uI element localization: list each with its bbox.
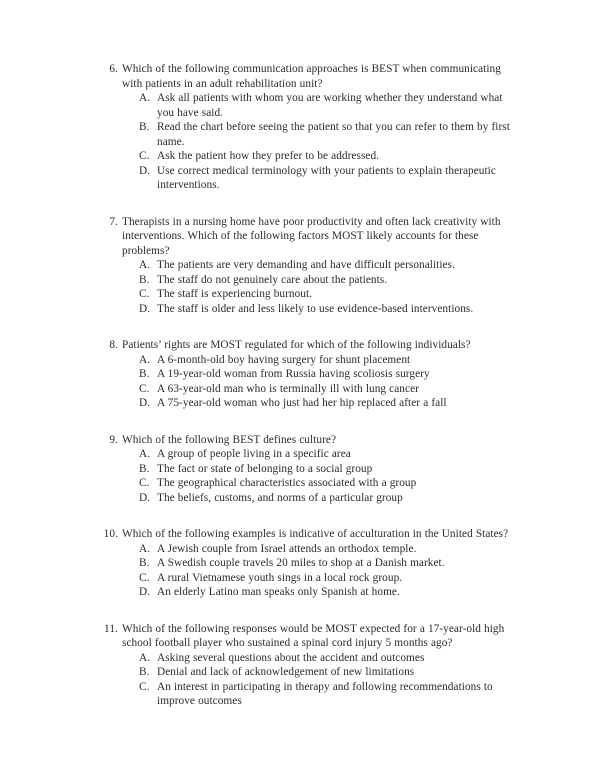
answer-option[interactable] — [0, 556, 600, 571]
answer-option-letter: B. — [139, 557, 150, 569]
answer-option-letter: C. — [139, 477, 150, 489]
answer-option[interactable] — [0, 542, 600, 557]
answer-option-letter: A. — [139, 542, 151, 555]
question-block — [0, 338, 600, 411]
answer-option-text: Denial and lack of acknowledgement of new limitations — [157, 666, 415, 678]
answer-option-list — [0, 447, 600, 505]
answer-option-text: An elderly Latino man speaks only Spanish at home. — [157, 586, 400, 598]
answer-option[interactable] — [0, 585, 600, 600]
question-block — [0, 433, 600, 506]
answer-option-text: The beliefs, customs, and norms of a particular group — [157, 491, 403, 504]
answer-option-text: The staff is experiencing burnout. — [157, 288, 313, 300]
answer-option-text: A Jewish couple from Israel attends an orthodox temple. — [157, 542, 417, 555]
answer-option-letter: D. — [139, 586, 151, 598]
answer-option-list — [0, 258, 600, 316]
question-stem-row — [0, 527, 600, 542]
question-block — [0, 62, 600, 193]
answer-option-text: A rural Vietnamese youth sings in a local rock group. — [157, 571, 403, 584]
answer-option-text: A 75-year-old woman who just had her hip replaced after a fall — [157, 397, 447, 409]
answer-option-letter: A. — [139, 651, 151, 664]
answer-option-text: A Swedish couple travels 20 miles to shop at a Danish market. — [157, 557, 445, 569]
answer-option[interactable] — [0, 258, 600, 273]
answer-option-letter: B. — [139, 368, 150, 380]
question-number: 11. — [103, 622, 118, 635]
answer-option-list — [0, 353, 600, 411]
answer-option[interactable] — [0, 476, 600, 491]
answer-option[interactable] — [0, 353, 600, 368]
answer-option[interactable] — [0, 665, 600, 680]
answer-option-list — [0, 91, 600, 193]
question-block — [0, 622, 600, 709]
answer-option[interactable] — [0, 273, 600, 288]
answer-option-letter: C. — [139, 288, 150, 300]
answer-option-letter: C. — [139, 382, 150, 395]
answer-option[interactable] — [0, 91, 600, 120]
question-stem: Which of the following communication approaches is BEST when communicating with patients in an adult rehabilitation unit? — [122, 63, 501, 90]
answer-option-letter: C. — [139, 571, 150, 584]
question-stem-row — [0, 62, 600, 91]
answer-option-letter: A. — [139, 353, 151, 366]
answer-option[interactable] — [0, 302, 600, 317]
answer-option[interactable] — [0, 491, 600, 506]
answer-option-list — [0, 651, 600, 709]
answer-option[interactable] — [0, 462, 600, 477]
answer-option[interactable] — [0, 680, 600, 709]
answer-option-letter: C. — [139, 150, 150, 162]
answer-option-list — [0, 542, 600, 600]
answer-option-letter: A. — [139, 259, 151, 271]
answer-option-letter: C. — [139, 680, 150, 693]
question-stem-row — [0, 338, 600, 353]
answer-option-text: A 63-year-old man who is terminally ill with lung cancer — [157, 382, 419, 395]
answer-option-text: Ask all patients with whom you are working whether they understand what you have said. — [157, 92, 503, 119]
question-stem: Which of the following examples is indicative of acculturation in the United States? — [122, 528, 509, 540]
answer-option-letter: A. — [139, 92, 151, 104]
question-number: 9. — [109, 433, 118, 446]
answer-option[interactable] — [0, 447, 600, 462]
answer-option-letter: B. — [139, 121, 150, 133]
answer-option-letter: D. — [139, 164, 151, 177]
answer-option-letter: B. — [139, 273, 150, 286]
question-stem-row — [0, 433, 600, 448]
answer-option-text: The staff do not genuinely care about the patients. — [157, 273, 388, 286]
answer-option-letter: D. — [139, 397, 151, 409]
answer-option-letter: A. — [139, 448, 151, 460]
answer-option-text: The fact or state of belonging to a social group — [157, 462, 373, 475]
question-stem: Therapists in a nursing home have poor productivity and often lack creativity with interventions. Which of the following factors MOST likely accounts for these problems? — [122, 215, 501, 257]
answer-option-text: The staff is older and less likely to use evidence-based interventions. — [157, 302, 474, 315]
question-list — [0, 62, 600, 731]
answer-option-text: A 19-year-old woman from Russia having scoliosis surgery — [157, 368, 430, 380]
answer-option-text: Asking several questions about the accident and outcomes — [157, 651, 425, 664]
question-stem-row — [0, 215, 600, 259]
answer-option-letter: B. — [139, 462, 150, 475]
answer-option[interactable] — [0, 287, 600, 302]
question-number: 8. — [109, 339, 118, 351]
question-number: 6. — [109, 63, 118, 75]
answer-option-letter: D. — [139, 491, 151, 504]
answer-option[interactable] — [0, 120, 600, 149]
question-number: 10. — [103, 528, 118, 540]
answer-option-text: Use correct medical terminology with your patients to explain therapeutic interventions. — [157, 164, 496, 191]
question-stem: Which of the following responses would be MOST expected for a 17-year-old high school football player who sustained a spinal cord injury 5 months ago? — [122, 622, 505, 649]
answer-option-text: An interest in participating in therapy and following recommendations to improve outcomes — [157, 680, 493, 707]
answer-option[interactable] — [0, 367, 600, 382]
answer-option[interactable] — [0, 651, 600, 666]
question-stem-row — [0, 622, 600, 651]
question-stem: Patients’ rights are MOST regulated for which of the following individuals? — [122, 339, 471, 351]
answer-option-letter: B. — [139, 666, 150, 678]
answer-option-text: Read the chart before seeing the patient so that you can refer to them by first name. — [157, 121, 510, 148]
answer-option[interactable] — [0, 396, 600, 411]
answer-option[interactable] — [0, 382, 600, 397]
answer-option-text: Ask the patient how they prefer to be addressed. — [157, 150, 380, 162]
answer-option-text: The patients are very demanding and have difficult personalities. — [157, 259, 455, 271]
answer-option[interactable] — [0, 164, 600, 193]
answer-option[interactable] — [0, 571, 600, 586]
answer-option-letter: D. — [139, 302, 151, 315]
question-block — [0, 215, 600, 317]
answer-option[interactable] — [0, 149, 600, 164]
question-number: 7. — [109, 215, 118, 228]
answer-option-text: The geographical characteristics associated with a group — [157, 477, 417, 489]
question-stem: Which of the following BEST defines culture? — [122, 433, 337, 446]
answer-option-text: A 6-month-old boy having surgery for shunt placement — [157, 353, 411, 366]
answer-option-text: A group of people living in a specific area — [157, 448, 351, 460]
question-block — [0, 527, 600, 600]
